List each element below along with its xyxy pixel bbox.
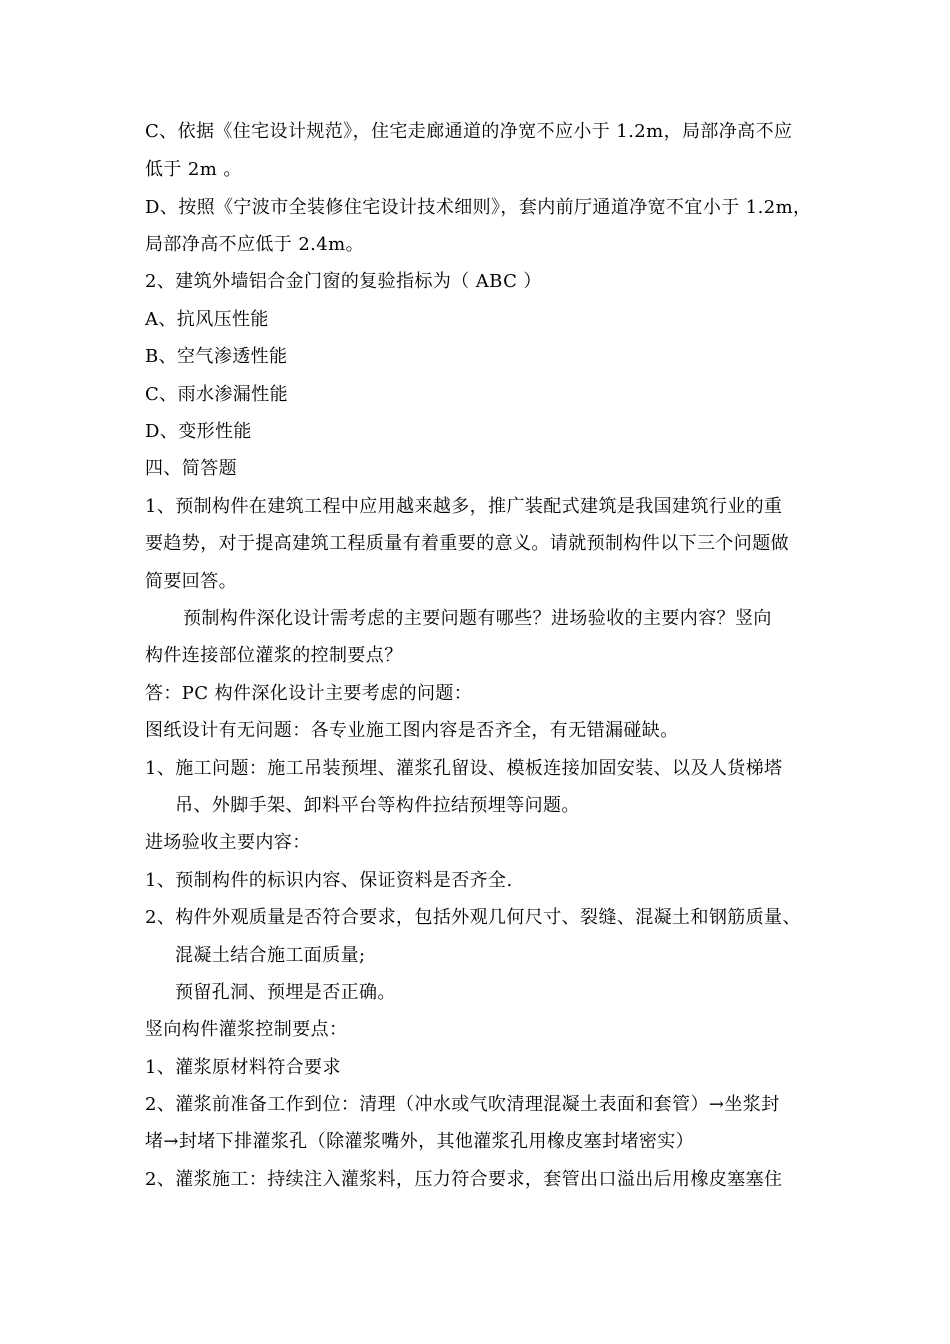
subheading: 进场验收主要内容： xyxy=(145,832,311,853)
text-line: 简要回答。 xyxy=(145,571,237,592)
section-heading: 四、简答题 xyxy=(145,458,237,479)
text-line: 预制构件深化设计需考虑的主要问题有哪些？进场验收的主要内容？竖向 xyxy=(183,608,772,629)
list-item: 2、灌浆施工：持续注入灌浆料，压力符合要求，套管出口溢出后用橡皮塞塞住 xyxy=(145,1169,783,1190)
list-item: 2、构件外观质量是否符合要求，包括外观几何尺寸、裂缝、混凝土和钢筋质量、 xyxy=(145,907,801,928)
text-line: 1、预制构件在建筑工程中应用越来越多，推广装配式建筑是我国建筑行业的重 xyxy=(145,496,783,517)
text-line: 构件连接部位灌浆的控制要点？ xyxy=(145,645,403,666)
answer-line: 答：PC 构件深化设计主要考虑的问题： xyxy=(145,683,473,704)
list-item-continuation: 吊、外脚手架、卸料平台等构件拉结预埋等问题。 xyxy=(175,795,580,816)
list-item: 1、施工问题：施工吊装预埋、灌浆孔留设、模板连接加固安装、以及人货梯塔 xyxy=(145,758,783,779)
list-item-continuation: 预留孔洞、预埋是否正确。 xyxy=(175,982,396,1003)
subheading: 竖向构件灌浆控制要点： xyxy=(145,1019,348,1040)
text-line: 局部净高不应低于 2.4m。 xyxy=(145,234,365,255)
text-line: 要趋势，对于提高建筑工程质量有着重要的意义。请就预制构件以下三个问题做 xyxy=(145,533,789,554)
option-a: A、抗风压性能 xyxy=(145,309,269,330)
question-line: 2、建筑外墙铝合金门窗的复验指标为（ ABC ） xyxy=(145,271,542,292)
list-item: 1、预制构件的标识内容、保证资料是否齐全. xyxy=(145,870,513,891)
list-item: 2、灌浆前准备工作到位：清理（冲水或气吹清理混凝土表面和套管）→坐浆封 xyxy=(145,1094,780,1115)
text-line: D、按照《宁波市全装修住宅设计技术细则》，套内前厅通道净宽不宜小于 1.2m， xyxy=(145,197,812,218)
list-item-continuation: 混凝土结合施工面质量; xyxy=(175,945,366,966)
text-line: 堵→封堵下排灌浆孔（除灌浆嘴外，其他灌浆孔用橡皮塞封堵密实） xyxy=(145,1131,695,1152)
option-c: C、雨水渗漏性能 xyxy=(145,384,288,405)
list-item: 1、灌浆原材料符合要求 xyxy=(145,1057,341,1078)
option-d: D、变形性能 xyxy=(145,421,252,442)
option-b: B、空气渗透性能 xyxy=(145,346,288,367)
text-line: C、依据《住宅设计规范》，住宅走廊通道的净宽不应小于 1.2m，局部净高不应 xyxy=(145,121,793,142)
text-line: 低于 2m 。 xyxy=(145,159,242,180)
text-line: 图纸设计有无问题：各专业施工图内容是否齐全，有无错漏碰缺。 xyxy=(145,720,679,741)
